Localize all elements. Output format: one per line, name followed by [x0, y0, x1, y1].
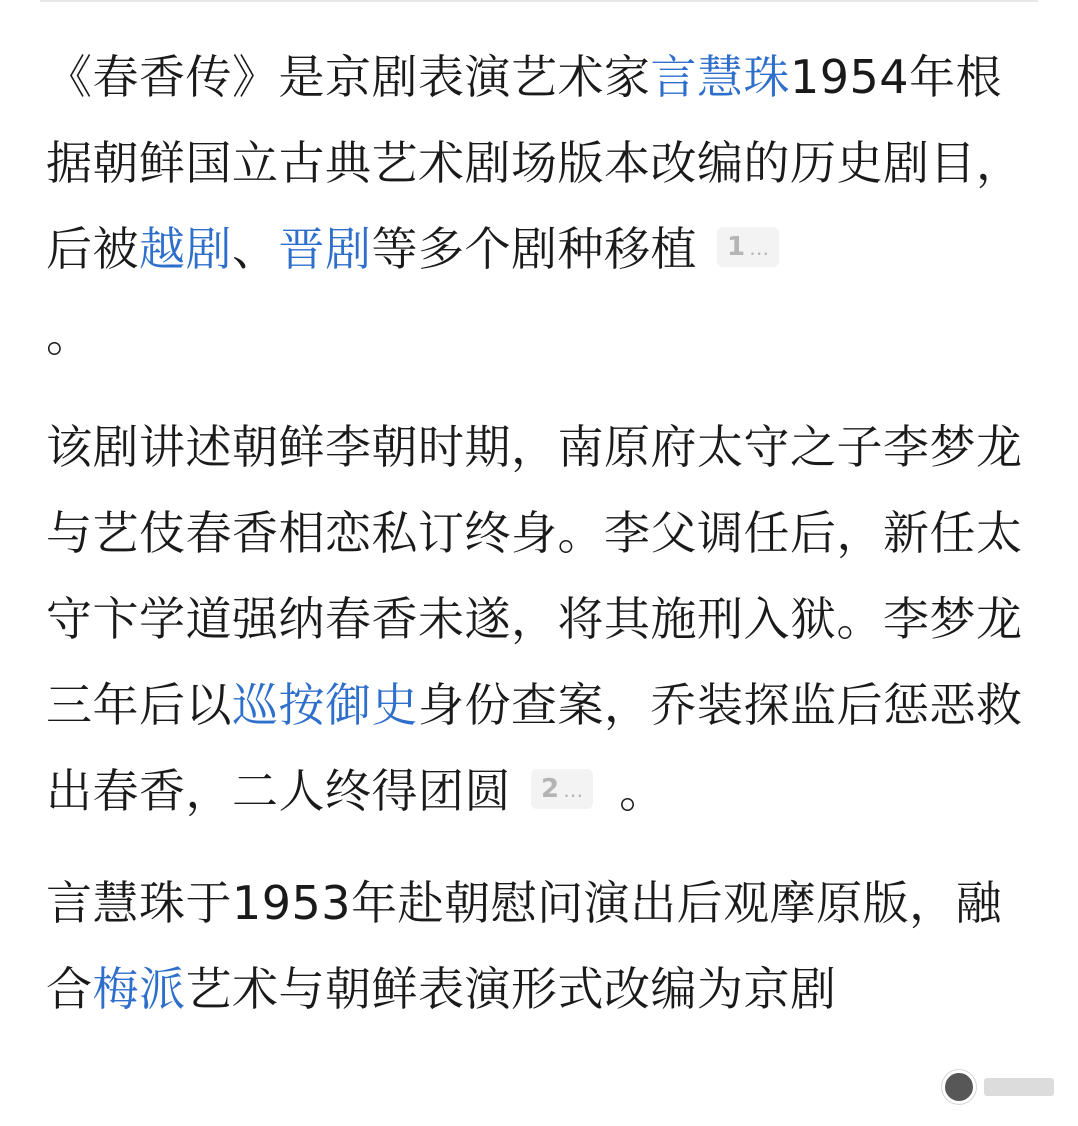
more-icon: … — [563, 777, 584, 802]
paragraph-text: 该剧讲述朝鲜李朝时期，南原府太守之子李梦龙与艺伎春香相恋私订终身。李父调任后，新任太守卞学道强纳春香未遂，将其施刑入狱。李梦龙三年后以 — [46, 420, 1023, 732]
paragraph-text: 言慧珠于1953年赴朝慰问演出后观摩原版，融合 — [46, 876, 1003, 1016]
watermark-avatar-icon — [942, 1070, 976, 1104]
paragraph-text: 身份查案，乔装探监后惩恶救出春香，二人终得团圆 — [46, 678, 1023, 818]
reference-badge-1[interactable] — [717, 227, 779, 267]
reference-badge-2[interactable] — [531, 769, 593, 809]
paragraph-history — [46, 860, 1038, 1032]
article-body — [46, 34, 1038, 1058]
paragraph-intro — [46, 34, 1038, 378]
paragraph-text: 艺术与朝鲜表演形式改编为京剧 — [185, 962, 837, 1016]
link-xunan-yushi[interactable]: 巡按御史 — [232, 678, 418, 732]
link-meipai[interactable]: 梅派 — [92, 962, 186, 1016]
paragraph-plot — [46, 404, 1038, 834]
paragraph-text: 1954年根据朝鲜国立古典艺术剧场版本改编的历史剧目，后被 — [46, 50, 1023, 276]
link-jinju[interactable]: 晋剧 — [278, 222, 372, 276]
link-yueju[interactable]: 越剧 — [139, 222, 232, 276]
watermark — [942, 1070, 1054, 1104]
separator: 、 — [232, 222, 279, 276]
paragraph-text: 等多个剧种移植 — [371, 222, 697, 276]
more-icon: … — [749, 235, 770, 260]
period: 。 — [619, 764, 666, 818]
top-divider — [40, 0, 1038, 2]
period: 。 — [46, 308, 93, 362]
paragraph-text: 《春香传》是京剧表演艺术家 — [46, 50, 651, 104]
link-yan-huizhu[interactable]: 言慧珠 — [650, 50, 790, 104]
reference-number: 2 — [541, 773, 560, 804]
watermark-mark — [984, 1078, 1054, 1096]
reference-number: 1 — [727, 231, 746, 262]
